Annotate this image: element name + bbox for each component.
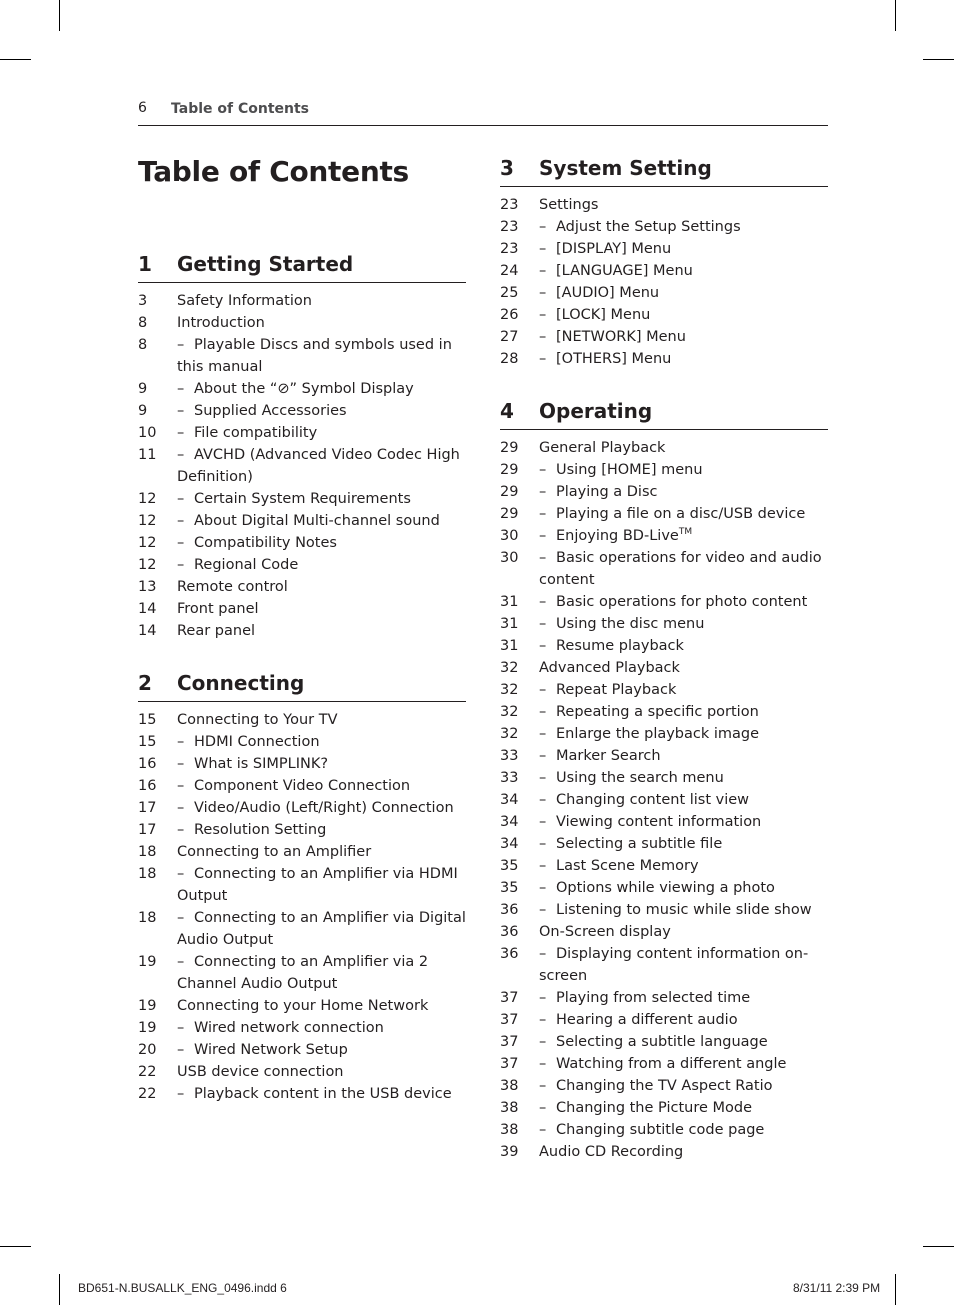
entry-page-number: 10 [138, 425, 157, 441]
toc-entry [138, 488, 466, 510]
entry-title: [OTHERS] Menu [556, 351, 672, 367]
toc-entry [500, 899, 828, 921]
entry-page-number: 19 [138, 998, 157, 1014]
entry-page-number: 29 [500, 484, 519, 500]
sub-entry-dash: – [539, 990, 547, 1006]
entry-title: [NETWORK] Menu [556, 329, 686, 345]
entry-title: Using the disc menu [556, 616, 705, 632]
entry-page-number: 17 [138, 800, 157, 816]
sub-entry-dash: – [539, 836, 547, 852]
section-number: 3 [500, 156, 514, 180]
crop-mark [59, 1274, 60, 1305]
entry-title: Wired network connection [194, 1020, 384, 1036]
sub-entry-dash: – [177, 822, 185, 838]
section-title: Operating [539, 399, 653, 423]
sub-entry-dash: – [177, 337, 185, 353]
sub-entry-dash: – [539, 1078, 547, 1094]
toc-entry [138, 1039, 466, 1061]
sub-entry-dash: – [539, 1100, 547, 1116]
section-number: 2 [138, 671, 152, 695]
sub-entry-dash: – [539, 1056, 547, 1072]
sub-entry-dash: – [539, 814, 547, 830]
sub-entry-dash: – [539, 506, 547, 522]
entry-title: About Digital Multi-channel sound [194, 513, 440, 529]
toc-entry [500, 1009, 828, 1031]
entry-title: Adjust the Setup Settings [556, 219, 741, 235]
toc-entry [138, 819, 466, 841]
sub-entry-dash: – [539, 462, 547, 478]
entry-page-number: 12 [138, 513, 157, 529]
toc-entry [500, 503, 828, 525]
entry-page-number: 38 [500, 1100, 519, 1116]
toc-entry [500, 437, 828, 459]
toc-entry [138, 841, 466, 863]
sub-entry-dash: – [177, 756, 185, 772]
entry-page-number: 11 [138, 447, 157, 463]
entry-title: Hearing a different audio [556, 1012, 738, 1028]
entry-page-number: 22 [138, 1086, 157, 1102]
toc-entry [500, 943, 828, 987]
sub-entry-dash: – [177, 910, 185, 926]
entry-title: Using [HOME] menu [556, 462, 703, 478]
sub-entry-dash: – [539, 638, 547, 654]
crop-mark [923, 59, 954, 60]
entry-title: Repeat Playback [556, 682, 677, 698]
entry-title: Using the search menu [556, 770, 724, 786]
section-operating [500, 396, 828, 1163]
entry-page-number: 26 [500, 307, 519, 323]
entry-page-number: 25 [500, 285, 519, 301]
crop-mark [895, 1274, 896, 1305]
entry-page-number: 9 [138, 381, 148, 397]
toc-entry [500, 1053, 828, 1075]
entry-page-number: 8 [138, 315, 148, 331]
toc-entry [500, 811, 828, 833]
entry-page-number: 32 [500, 660, 519, 676]
entry-title: Component Video Connection [194, 778, 411, 794]
sub-entry-dash: – [539, 726, 547, 742]
toc-entry [500, 1097, 828, 1119]
entry-title: Connecting to an Amplifier via Digital Audio Output [177, 910, 466, 948]
entry-page-number: 16 [138, 756, 157, 772]
sub-entry-dash: – [539, 528, 547, 544]
sub-entry-dash: – [177, 1086, 185, 1102]
toc-entry [500, 987, 828, 1009]
section-number: 1 [138, 252, 152, 276]
section-heading [500, 153, 828, 187]
entry-title: Certain System Requirements [194, 491, 411, 507]
entry-page-number: 14 [138, 623, 157, 639]
entry-page-number: 29 [500, 462, 519, 478]
entry-title: Video/Audio (Left/Right) Connection [194, 800, 454, 816]
entry-title: AVCHD (Advanced Video Codec High Definition) [177, 447, 460, 485]
sub-entry-dash: – [539, 1012, 547, 1028]
toc-entry [138, 510, 466, 532]
trademark-superscript: TM [678, 527, 693, 538]
entry-page-number: 23 [500, 219, 519, 235]
entry-page-number: 29 [500, 506, 519, 522]
toc-entry [138, 1061, 466, 1083]
sub-entry-dash: – [177, 403, 185, 419]
sub-entry-dash: – [177, 381, 185, 397]
entry-page-number: 34 [500, 814, 519, 830]
entry-title: Basic operations for photo content [556, 594, 808, 610]
toc-entry [500, 921, 828, 943]
entry-title: What is SIMPLINK? [194, 756, 329, 772]
sub-entry-dash: – [539, 307, 547, 323]
entry-page-number: 15 [138, 734, 157, 750]
sub-entry-dash: – [539, 594, 547, 610]
entry-title: Rear panel [177, 623, 256, 639]
entry-page-number: 18 [138, 844, 157, 860]
entry-page-number: 34 [500, 792, 519, 808]
entry-title: Changing the TV Aspect Ratio [556, 1078, 773, 1094]
entry-page-number: 15 [138, 712, 157, 728]
entry-page-number: 38 [500, 1122, 519, 1138]
toc-entry [500, 348, 828, 370]
toc-entry [500, 723, 828, 745]
entry-title: On-Screen display [539, 924, 671, 940]
sub-entry-dash: – [177, 535, 185, 551]
sub-entry-dash: – [539, 880, 547, 896]
entry-title: Displaying content information on-screen [539, 946, 809, 984]
sub-entry-dash: – [177, 491, 185, 507]
toc-entry [500, 789, 828, 811]
sub-entry-dash: – [177, 1042, 185, 1058]
toc-entry [500, 635, 828, 657]
toc-entry [138, 797, 466, 819]
sub-entry-dash: – [539, 285, 547, 301]
entry-page-number: 23 [500, 197, 519, 213]
section-title: Getting Started [177, 252, 354, 276]
toc-entry [500, 260, 828, 282]
sub-entry-dash: – [539, 682, 547, 698]
toc-entry [138, 1083, 466, 1105]
entry-page-number: 8 [138, 337, 148, 353]
entry-title: Resume playback [556, 638, 684, 654]
sub-entry-dash: – [539, 263, 547, 279]
entry-page-number: 12 [138, 557, 157, 573]
entry-page-number: 29 [500, 440, 519, 456]
entry-title: Introduction [177, 315, 265, 331]
entry-page-number: 33 [500, 748, 519, 764]
sub-entry-dash: – [539, 616, 547, 632]
entry-page-number: 36 [500, 902, 519, 918]
toc-entry [138, 951, 466, 995]
entry-title: Basic operations for video and audio content [539, 550, 822, 588]
entry-page-number: 19 [138, 1020, 157, 1036]
footer-timestamp: 8/31/11 2:39 PM [793, 1281, 881, 1295]
entry-title: Playback content in the USB device [194, 1086, 452, 1102]
sub-entry-dash: – [539, 1122, 547, 1138]
toc-entry [138, 554, 466, 576]
header-title: Table of Contents [171, 101, 310, 117]
entry-title: File compatibility [194, 425, 318, 441]
toc-entry [138, 422, 466, 444]
entry-page-number: 18 [138, 910, 157, 926]
toc-entry [500, 1119, 828, 1141]
sub-entry-dash: – [177, 557, 185, 573]
toc-entry [500, 547, 828, 591]
entry-title: Playable Discs and symbols used in this manual [177, 337, 452, 375]
entry-title: Playing a Disc [556, 484, 658, 500]
entry-page-number: 28 [500, 351, 519, 367]
toc-entry [138, 995, 466, 1017]
entry-title: Safety Information [177, 293, 312, 309]
sub-entry-dash: – [539, 770, 547, 786]
entry-page-number: 17 [138, 822, 157, 838]
toc-entry [500, 194, 828, 216]
sub-entry-dash: – [177, 425, 185, 441]
entry-page-number: 37 [500, 1034, 519, 1050]
section-title: Connecting [177, 671, 305, 695]
toc-entry [500, 525, 828, 547]
toc-entry [138, 709, 466, 731]
toc-entry [138, 863, 466, 907]
toc-entry [500, 282, 828, 304]
entry-page-number: 31 [500, 638, 519, 654]
entry-page-number: 3 [138, 293, 148, 309]
toc-entry [138, 598, 466, 620]
entry-title: Supplied Accessories [194, 403, 347, 419]
entry-title: [LANGUAGE] Menu [556, 263, 693, 279]
entry-page-number: 39 [500, 1144, 519, 1160]
toc-entry [500, 326, 828, 348]
entry-title: Advanced Playback [539, 660, 680, 676]
entry-title: Changing the Picture Mode [556, 1100, 753, 1116]
entry-page-number: 35 [500, 880, 519, 896]
sub-entry-dash: – [177, 954, 185, 970]
entry-title: Front panel [177, 601, 259, 617]
entry-page-number: 20 [138, 1042, 157, 1058]
entry-title: Audio CD Recording [539, 1144, 684, 1160]
section-heading [138, 668, 466, 702]
entry-title: Regional Code [194, 557, 299, 573]
entry-title: Selecting a subtitle file [556, 836, 723, 852]
sub-entry-dash: – [539, 351, 547, 367]
sub-entry-dash: – [177, 734, 185, 750]
sub-entry-dash: – [539, 550, 547, 566]
toc-entry [138, 378, 466, 400]
entry-title: Options while viewing a photo [556, 880, 775, 896]
entry-title: Connecting to an Amplifier [177, 844, 372, 860]
section-title: System Setting [539, 156, 712, 180]
entry-page-number: 37 [500, 1056, 519, 1072]
entry-page-number: 32 [500, 726, 519, 742]
entry-title: USB device connection [177, 1064, 344, 1080]
entry-page-number: 27 [500, 329, 519, 345]
entry-title: Settings [539, 197, 599, 213]
entry-page-number: 30 [500, 550, 519, 566]
toc-entry [500, 481, 828, 503]
entry-page-number: 18 [138, 866, 157, 882]
toc-entry [138, 753, 466, 775]
toc-entry [138, 532, 466, 554]
sub-entry-dash: – [177, 800, 185, 816]
entry-title: Enlarge the playback image [556, 726, 760, 742]
entry-page-number: 37 [500, 1012, 519, 1028]
toc-entry [500, 613, 828, 635]
sub-entry-dash: – [539, 792, 547, 808]
entry-page-number: 38 [500, 1078, 519, 1094]
entry-list [138, 290, 466, 642]
entry-title: HDMI Connection [194, 734, 320, 750]
entry-page-number: 19 [138, 954, 157, 970]
entry-title: Connecting to an Amplifier via HDMI Output [177, 866, 458, 904]
entry-title: Listening to music while slide show [556, 902, 812, 918]
entry-title: [AUDIO] Menu [556, 285, 660, 301]
entry-page-number: 32 [500, 704, 519, 720]
entry-title: Selecting a subtitle language [556, 1034, 768, 1050]
entry-title: Resolution Setting [194, 822, 327, 838]
entry-title: Remote control [177, 579, 288, 595]
entry-title: Marker Search [556, 748, 661, 764]
toc-entry [138, 400, 466, 422]
crop-mark [0, 59, 31, 60]
toc-entry [500, 1141, 828, 1163]
entry-title: Compatibility Notes [194, 535, 337, 551]
section-heading [500, 396, 828, 430]
toc-entry [138, 731, 466, 753]
sub-entry-dash: – [539, 946, 547, 962]
toc-entry [138, 775, 466, 797]
entry-title: Enjoying BD-Live [556, 528, 679, 544]
entry-title: Viewing content information [556, 814, 762, 830]
crop-mark [923, 1246, 954, 1247]
toc-entry [500, 459, 828, 481]
entry-page-number: 30 [500, 528, 519, 544]
toc-entry [500, 767, 828, 789]
entry-title: Connecting to Your TV [177, 712, 338, 728]
toc-entry [500, 877, 828, 899]
entry-title: Connecting to your Home Network [177, 998, 429, 1014]
entry-page-number: 9 [138, 403, 148, 419]
toc-entry [500, 679, 828, 701]
toc-entry [138, 576, 466, 598]
toc-entry [138, 1017, 466, 1039]
toc-entry [500, 304, 828, 326]
entry-title: Playing from selected time [556, 990, 751, 1006]
entry-page-number: 36 [500, 924, 519, 940]
entry-page-number: 24 [500, 263, 519, 279]
entry-title: [LOCK] Menu [556, 307, 651, 323]
section-heading [138, 249, 466, 283]
toc-entry [500, 657, 828, 679]
running-header [138, 100, 828, 126]
page-title: Table of Contents [138, 155, 409, 188]
entry-page-number: 23 [500, 241, 519, 257]
entry-page-number: 32 [500, 682, 519, 698]
toc-entry [500, 701, 828, 723]
toc-entry [500, 745, 828, 767]
toc-entry [500, 1075, 828, 1097]
footer-file-name: BD651-N.BUSALLK_ENG_0496.indd 6 [78, 1281, 287, 1295]
entry-page-number: 16 [138, 778, 157, 794]
crop-mark [0, 1246, 31, 1247]
entry-title: Connecting to an Amplifier via 2 Channel Audio Output [177, 954, 429, 992]
entry-title: About the “⊘” Symbol Display [194, 381, 414, 397]
entry-list [500, 437, 828, 1163]
crop-mark [59, 0, 60, 31]
toc-entry [138, 620, 466, 642]
section-connecting [138, 668, 466, 1105]
section-getting-started [138, 249, 466, 642]
section-number: 4 [500, 399, 514, 423]
sub-entry-dash: – [177, 447, 185, 463]
entry-title: General Playback [539, 440, 666, 456]
sub-entry-dash: – [177, 513, 185, 529]
sub-entry-dash: – [539, 219, 547, 235]
sub-entry-dash: – [539, 241, 547, 257]
toc-entry [500, 238, 828, 260]
toc-entry [500, 833, 828, 855]
sub-entry-dash: – [539, 329, 547, 345]
toc-entry [138, 334, 466, 378]
toc-entry [138, 312, 466, 334]
entry-title: Repeating a specific portion [556, 704, 759, 720]
toc-entry [138, 290, 466, 312]
entry-page-number: 31 [500, 594, 519, 610]
entry-page-number: 33 [500, 770, 519, 786]
sub-entry-dash: – [177, 1020, 185, 1036]
entry-title: Wired Network Setup [194, 1042, 348, 1058]
entry-title: [DISPLAY] Menu [556, 241, 672, 257]
header-page-number: 6 [138, 100, 147, 116]
sub-entry-dash: – [539, 902, 547, 918]
sub-entry-dash: – [539, 704, 547, 720]
toc-entry [138, 907, 466, 951]
entry-page-number: 13 [138, 579, 157, 595]
entry-page-number: 12 [138, 491, 157, 507]
sub-entry-dash: – [539, 858, 547, 874]
entry-title: Changing subtitle code page [556, 1122, 765, 1138]
toc-entry [500, 1031, 828, 1053]
entry-page-number: 37 [500, 990, 519, 1006]
entry-page-number: 31 [500, 616, 519, 632]
section-system-setting [500, 153, 828, 370]
entry-title: Playing a file on a disc/USB device [556, 506, 806, 522]
entry-page-number: 35 [500, 858, 519, 874]
entry-page-number: 12 [138, 535, 157, 551]
entry-page-number: 36 [500, 946, 519, 962]
toc-entry [500, 591, 828, 613]
sub-entry-dash: – [177, 778, 185, 794]
crop-mark [895, 0, 896, 31]
entry-list [138, 709, 466, 1105]
sub-entry-dash: – [177, 866, 185, 882]
entry-page-number: 34 [500, 836, 519, 852]
sub-entry-dash: – [539, 748, 547, 764]
entry-page-number: 14 [138, 601, 157, 617]
toc-entry [138, 444, 466, 488]
toc-entry [500, 855, 828, 877]
sub-entry-dash: – [539, 1034, 547, 1050]
entry-title: Watching from a different angle [556, 1056, 787, 1072]
entry-title: Last Scene Memory [556, 858, 699, 874]
sub-entry-dash: – [539, 484, 547, 500]
toc-entry [500, 216, 828, 238]
entry-list [500, 194, 828, 370]
entry-page-number: 22 [138, 1064, 157, 1080]
entry-title: Changing content list view [556, 792, 750, 808]
